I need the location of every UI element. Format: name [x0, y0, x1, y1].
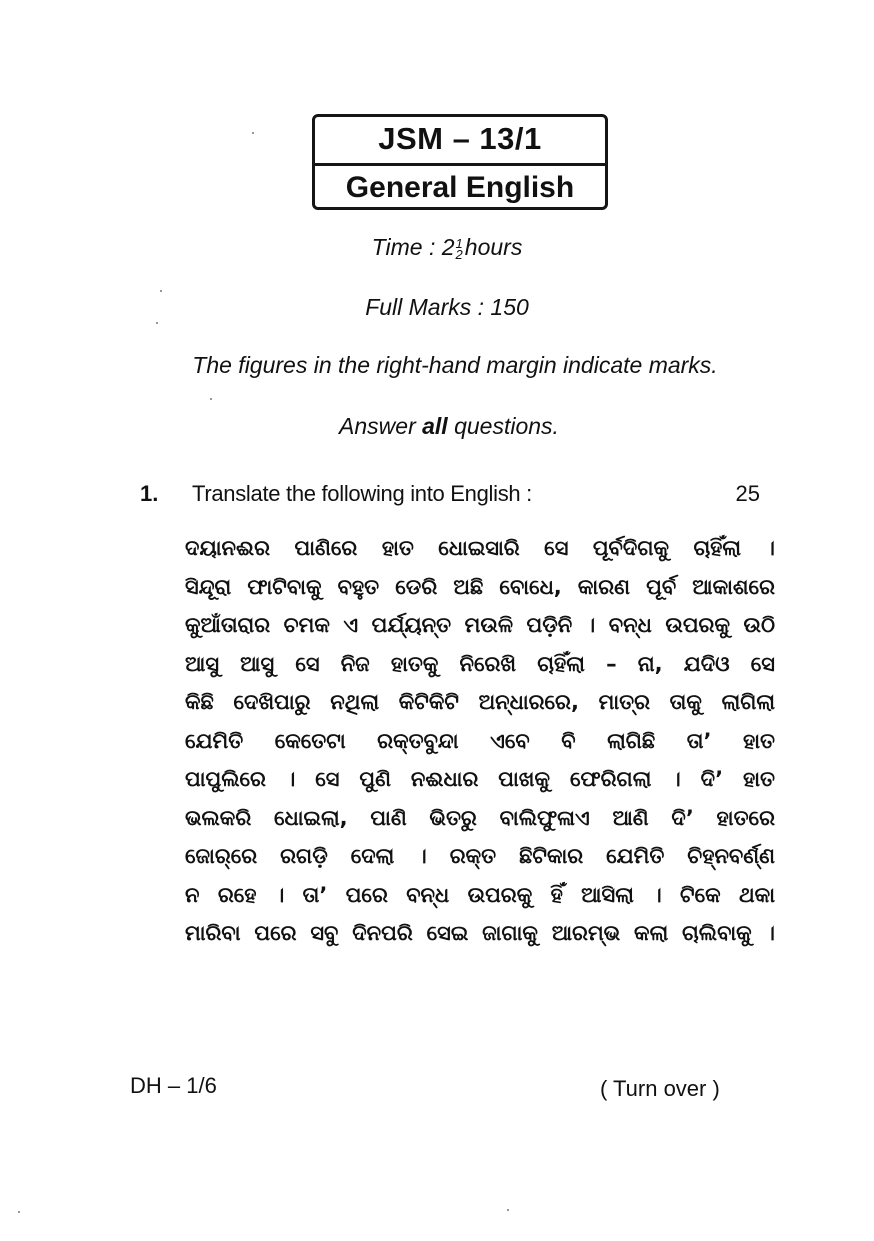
page-code: DH – 1/6 — [130, 1073, 217, 1098]
time-unit: hours — [464, 234, 523, 260]
answer-emphasis: all — [422, 413, 448, 439]
answer-suffix: questions. — [447, 413, 559, 439]
turn-over-note: ( Turn over ) — [600, 1076, 720, 1101]
passage-line: କୁଆଁତାରାର ଚମକ ଏ ପର୍ଯ୍ୟନ୍ତ ମଉଳି ପଡ଼ିନି । ବନ୍ଧ ଉପରକୁ ଉଠି — [185, 613, 775, 637]
time-fraction-numerator: 1 — [455, 235, 463, 251]
passage-line: ଯେମିତି କେତେଟା ରକ୍ତବୁନ୍ଦା ଏବେ ବି ଲାଗିଛି ତା’ ହାତ — [185, 728, 775, 753]
time-fraction-denominator: 2 — [455, 246, 463, 262]
question-number: 1. — [140, 481, 159, 506]
scan-speck — [160, 290, 162, 292]
full-marks: Full Marks : 150 — [365, 294, 529, 320]
marks-instruction: The figures in the right-hand margin indicate marks. — [192, 352, 718, 378]
time-fraction — [455, 235, 463, 262]
passage-line: ଦୟାନଈର ପାଣିରେ ହାତ ଧୋଇସାରି ସେ ପୂର୍ବଦିଗକୁ ଚାହିଁଲା । — [185, 536, 775, 560]
question-1-header — [140, 478, 765, 510]
passage-line: ସିନ୍ଦୂରା ଫାଟିବାକୁ ବହୁତ ଡେରି ଅଛି ବୋଧେ, କାରଣ ପୂର୍ବ ଆକାଶରେ — [185, 574, 775, 599]
paper-code: JSM – 13/1 — [378, 121, 542, 156]
question-prompt: Translate the following into English : — [192, 481, 532, 506]
scan-speck — [507, 1209, 509, 1211]
scan-speck — [18, 1211, 20, 1213]
time-label: Time : 2 — [371, 234, 455, 260]
passage-line: କିଛି ଦେଖିପାରୁ ନଥିଲା କିଟିକିଟି ଅନ୍ଧାରରେ, ମାତ୍ର ତାକୁ ଲାଗିଲା — [185, 690, 775, 714]
passage-line: ନ ରହେ । ତା’ ପରେ ବନ୍ଧ ଉପରକୁ ହିଁ ଆସିଲା । ଟିକେ ଥକା — [185, 882, 775, 907]
scan-speck — [252, 132, 254, 134]
paper-subject: General English — [345, 171, 575, 204]
title-box — [312, 114, 608, 210]
time-allowed — [10, 232, 874, 262]
passage-line: ଆସୁ ଆସୁ ସେ ନିଜ ହାତକୁ ନିରେଖି ଚାହିଁଲା – ନା, ଯଦିଓ ସେ — [185, 651, 775, 676]
title-divider — [315, 163, 605, 166]
scan-speck — [210, 398, 212, 400]
passage-line: ପାପୁଲିରେ । ସେ ପୁଣି ନଈଧାର ପାଖକୁ ଫେରିଗଲା । ଦି’ ହାତ — [185, 767, 775, 791]
scan-speck — [156, 322, 158, 324]
odia-passage — [185, 529, 775, 953]
answer-instruction — [12, 411, 874, 441]
passage-line: ଭଲକରି ଧୋଇଲା, ପାଣି ଭିତରୁ ବାଲିଫୁଳାଏ ଆଣି ଦି’ ହାତରେ — [185, 805, 775, 830]
passage-line: ମାରିବା ପରେ ସବୁ ଦିନପରି ସେଇ ଜାଗାକୁ ଆରମ୍ଭ କଲା ଚାଲିବାକୁ । — [185, 921, 775, 945]
question-marks: 25 — [735, 481, 760, 506]
answer-prefix: Answer — [339, 413, 423, 439]
passage-line: ଜୋର୍‌ରେ ରଗଡ଼ି ଦେଲା । ରକ୍ତ ଛିଟିକାର ଯେମିତି ଚିହ୍ନବର୍ଣ୍ଣ — [185, 844, 775, 868]
